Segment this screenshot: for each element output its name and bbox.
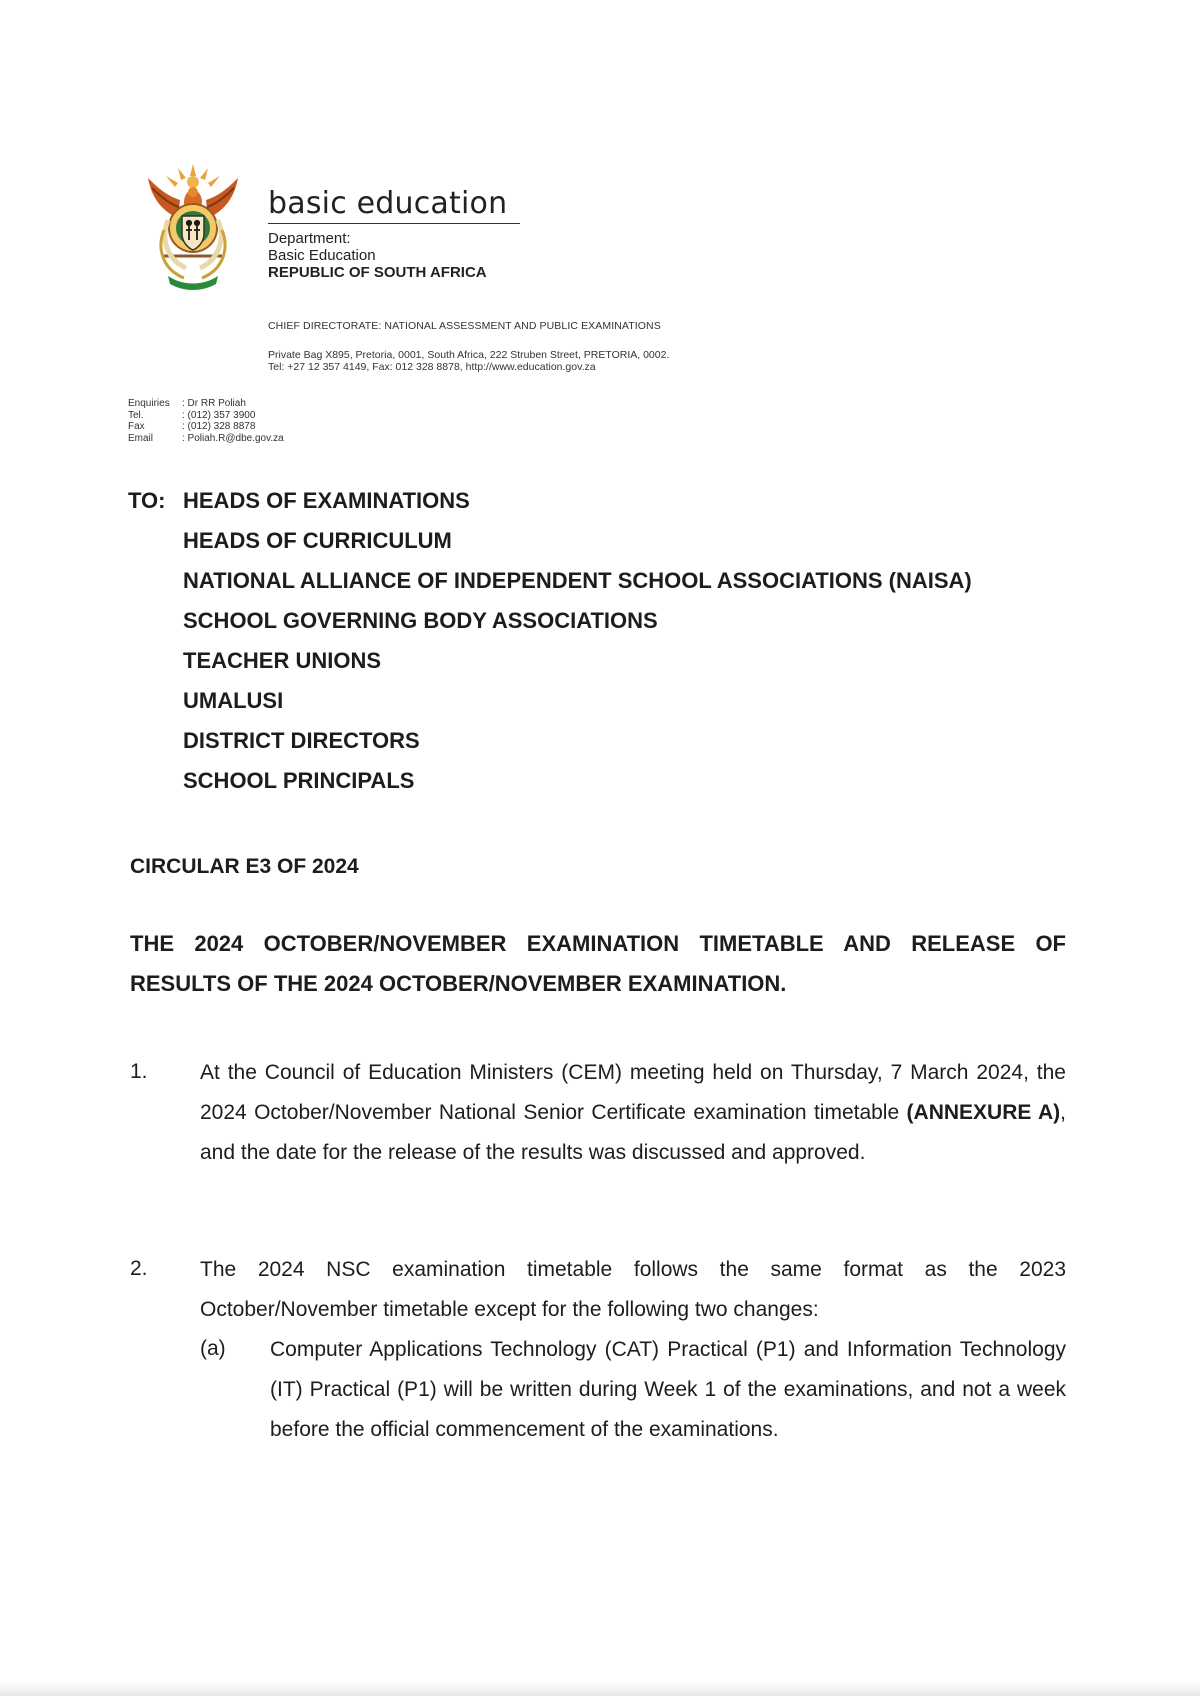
paragraph-number: 2.	[130, 1257, 148, 1280]
paragraph-text: , and the date for the release of the results was discussed and approved.	[200, 1101, 1066, 1164]
paragraph-text: At the Council of Education Ministers (CEM) meeting held on Thursday, 7 March 2024, the 2024 October/November National Senior Certificate examination timetable	[200, 1061, 1066, 1124]
recipient-item: DISTRICT DIRECTORS	[183, 728, 420, 753]
letterhead-brand	[268, 186, 520, 281]
country-name: REPUBLIC OF SOUTH AFRICA	[268, 264, 487, 281]
paragraph-number: 1.	[130, 1060, 148, 1083]
enquiry-value: : (012) 357 3900	[182, 409, 256, 421]
enquiry-value: : Dr RR Poliah	[182, 398, 246, 409]
to-label: TO:	[128, 488, 166, 513]
department-block	[268, 230, 520, 281]
subparagraph-a: Computer Applications Technology (CAT) Practical (P1) and Information Technology (IT) Practical (P1) will be written during Week 1 of the examinations, and not a week before the official commencement of the examinations.	[270, 1338, 1066, 1441]
enquiry-label: Enquiries	[128, 398, 170, 409]
circular-subject: THE 2024 OCTOBER/NOVEMBER EXAMINATION TIMETABLE AND RELEASE OF RESULTS OF THE 2024 OCTOBER/NOVEMBER EXAMINATION.	[130, 931, 1066, 996]
circular-number: CIRCULAR E3 OF 2024	[130, 855, 359, 878]
annexure-reference: (ANNEXURE A)	[906, 1101, 1061, 1124]
enquiry-label: Tel.	[128, 409, 144, 421]
address-block	[268, 349, 669, 373]
chief-directorate: CHIEF DIRECTORATE: NATIONAL ASSESSMENT AND PUBLIC EXAMINATIONS	[268, 320, 661, 332]
enquiry-row	[128, 421, 284, 433]
recipient-item: HEADS OF CURRICULUM	[183, 528, 452, 553]
enquiry-row	[128, 410, 284, 422]
enquiry-value: : Poliah.R@dbe.gov.za	[182, 432, 284, 444]
address-line: Private Bag X895, Pretoria, 0001, South Africa, 222 Struben Street, PRETORIA, 0002.	[268, 349, 670, 361]
recipients-list	[183, 488, 1083, 808]
coat-of-arms-icon	[138, 160, 248, 290]
paragraph-1	[200, 1053, 1066, 1173]
enquiries-block	[128, 398, 284, 444]
enquiry-label: Email	[128, 432, 154, 444]
contact-line: Tel: +27 12 357 4149, Fax: 012 328 8878, http://www.education.gov.za	[268, 361, 596, 373]
page-edge-shadow	[0, 1682, 1200, 1696]
enquiry-value: : (012) 328 8878	[182, 421, 256, 432]
paragraph-2: The 2024 NSC examination timetable follows the same format as the 2023 October/November timetable except for the following two changes:	[200, 1258, 1066, 1321]
subparagraph-label: (a)	[200, 1337, 226, 1360]
enquiry-row	[128, 433, 284, 445]
department-label: Department:	[268, 230, 351, 247]
enquiry-row	[128, 398, 284, 410]
recipient-item: UMALUSI	[183, 688, 284, 713]
recipient-item: NATIONAL ALLIANCE OF INDEPENDENT SCHOOL ASSOCIATIONS (NAISA)	[183, 568, 972, 593]
recipient-item: HEADS OF EXAMINATIONS	[183, 488, 470, 513]
recipient-item: TEACHER UNIONS	[183, 648, 382, 673]
department-name: Basic Education	[268, 247, 376, 264]
enquiry-label: Fax	[128, 421, 145, 432]
brand-underline	[268, 223, 520, 224]
brand-name: basic education	[268, 186, 508, 221]
recipient-item: SCHOOL GOVERNING BODY ASSOCIATIONS	[183, 608, 658, 633]
recipient-item: SCHOOL PRINCIPALS	[183, 768, 415, 793]
